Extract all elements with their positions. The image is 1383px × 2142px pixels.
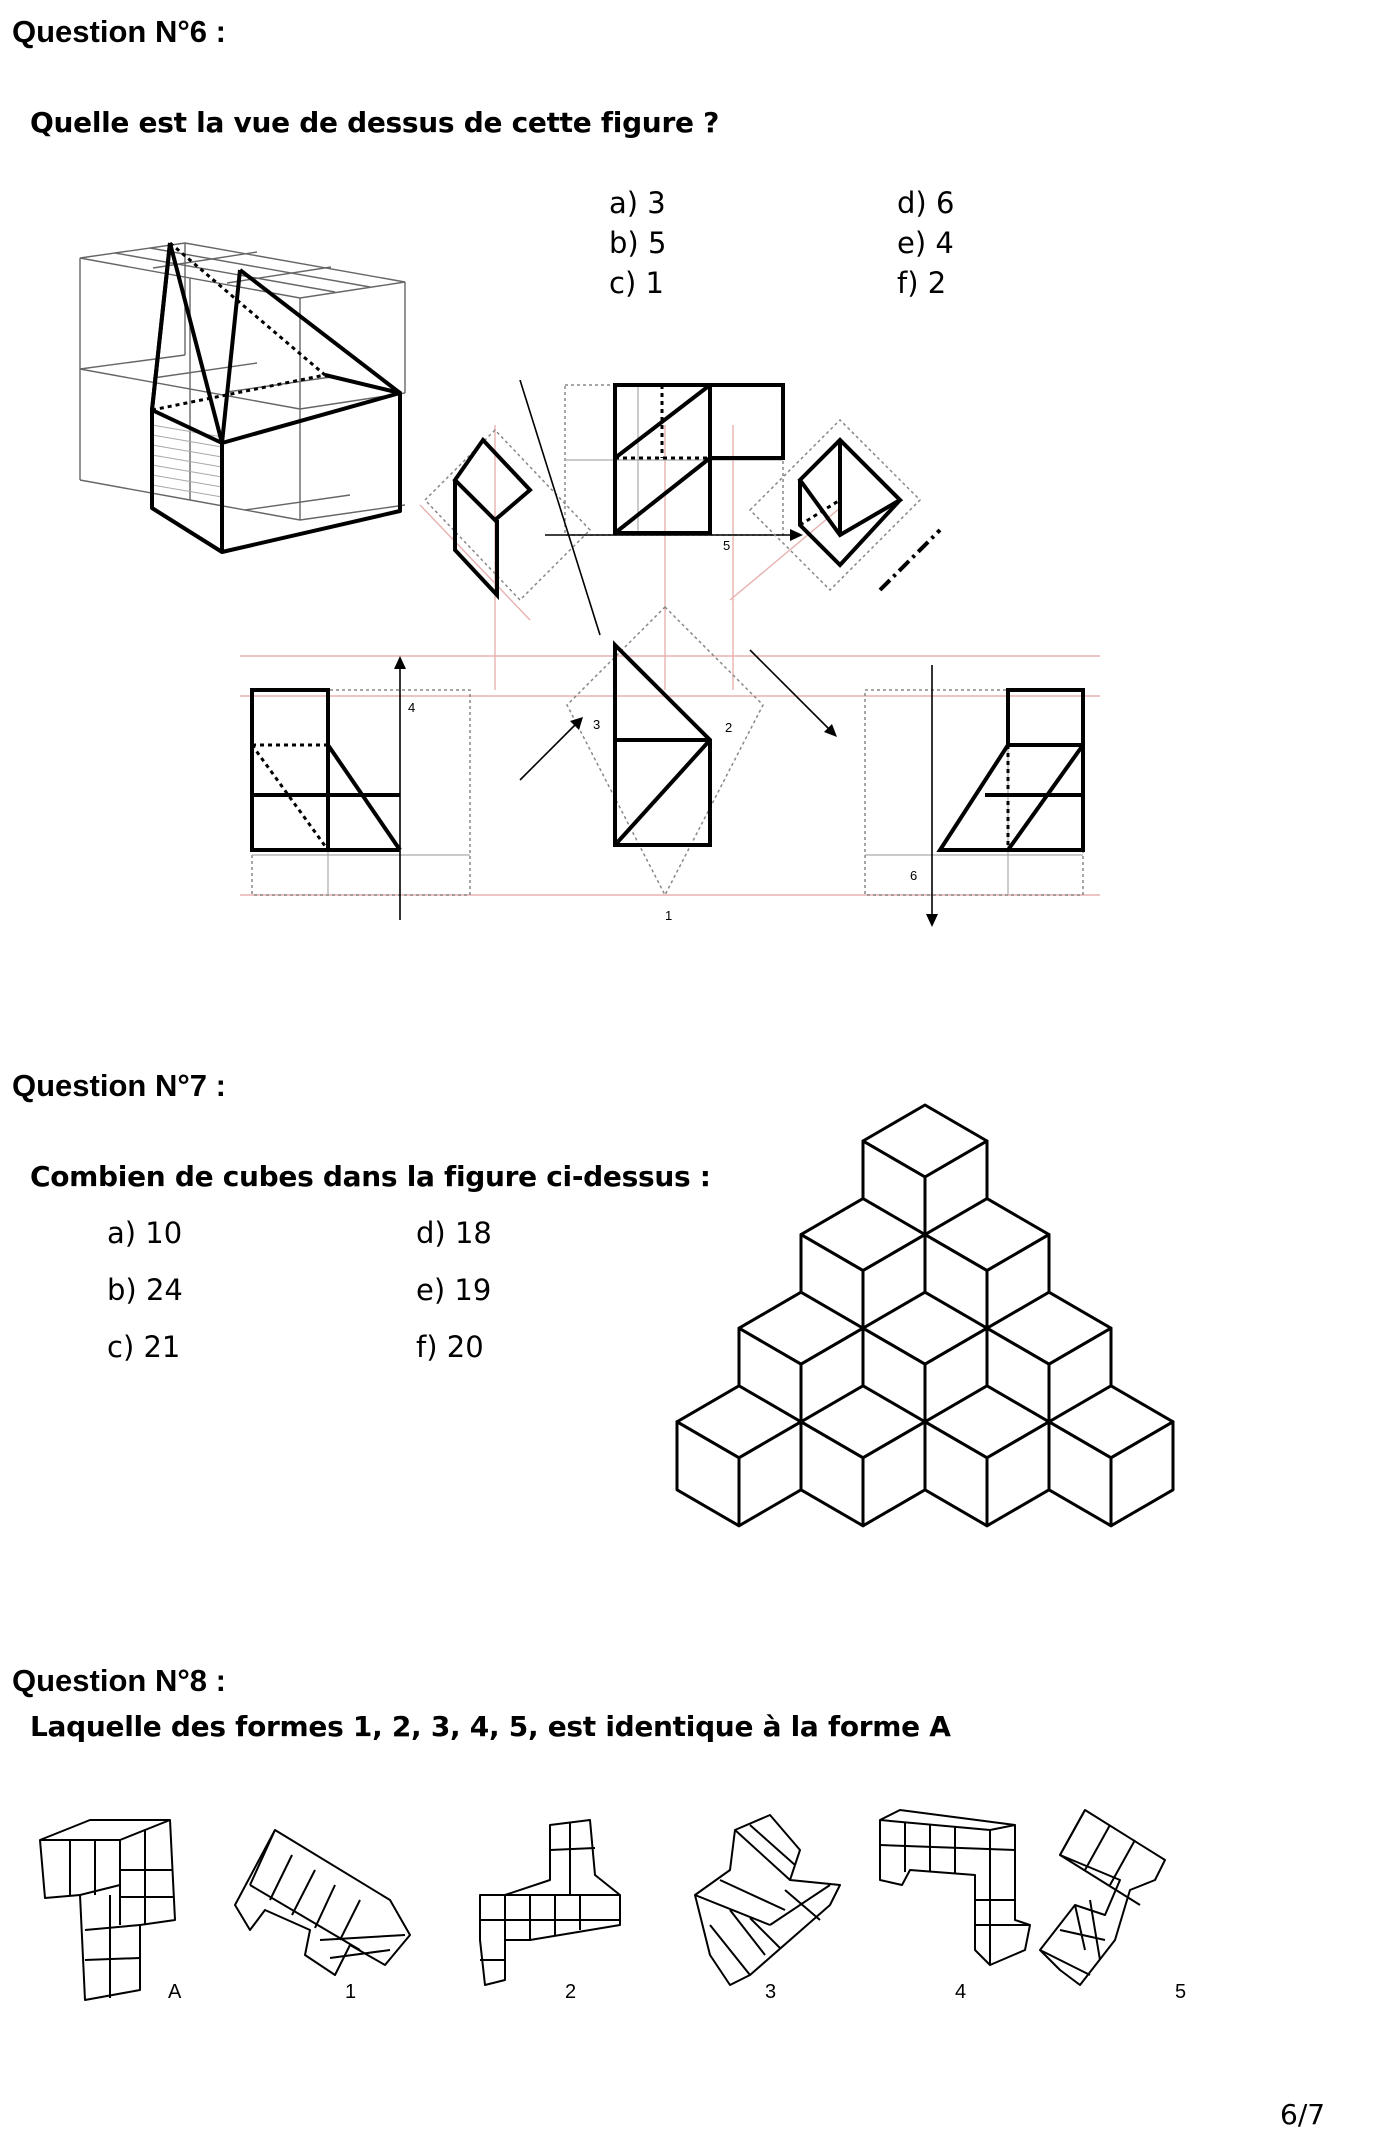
q7-answer-e: e) 19 — [416, 1273, 492, 1307]
q7-answer-b: b) 24 — [107, 1273, 183, 1307]
view-2 — [750, 420, 920, 737]
q7-answer-f: f) 20 — [416, 1330, 484, 1364]
shape-label-2: 2 — [565, 1981, 577, 2003]
q6-prompt: Quelle est la vue de dessus de cette figure ? — [30, 106, 720, 139]
q7-answer-c: c) 21 — [107, 1330, 181, 1364]
q8-shapes — [30, 1800, 1270, 2020]
view-5 — [545, 385, 803, 541]
q6-answer-f: f) 2 — [897, 266, 947, 300]
q7-answer-a: a) 10 — [107, 1216, 183, 1250]
shape-1 — [235, 1830, 410, 1975]
shape-label-1: 1 — [345, 1981, 357, 2003]
shape-label-4: 4 — [955, 1981, 967, 2003]
label-5: 5 — [723, 538, 731, 553]
q7-title: Question N°7 : — [12, 1068, 226, 1103]
shape-2 — [480, 1820, 620, 1985]
shape-label-5: 5 — [1175, 1981, 1187, 2003]
q7-cube-pyramid — [670, 1100, 1180, 1580]
view-6 — [865, 665, 1083, 927]
q6-views-diagram — [240, 380, 1100, 940]
shape-5 — [1040, 1810, 1165, 1985]
shape-a — [40, 1820, 175, 2000]
shape-4 — [880, 1810, 1030, 1965]
q6-answer-b: b) 5 — [609, 226, 667, 260]
label-6: 6 — [910, 868, 918, 883]
label-3: 3 — [593, 717, 601, 732]
view-3 — [425, 380, 600, 780]
q8-prompt: Laquelle des formes 1, 2, 3, 4, 5, est identique à la forme A — [30, 1710, 951, 1743]
q8-title: Question N°8 : — [12, 1663, 226, 1698]
q7-prompt: Combien de cubes dans la figure ci-dessus : — [30, 1160, 711, 1193]
q7-answer-d: d) 18 — [416, 1216, 492, 1250]
q6-answer-d: d) 6 — [897, 186, 955, 220]
label-1: 1 — [665, 908, 673, 923]
q6-answer-c: c) 1 — [609, 266, 664, 300]
shape-3 — [695, 1815, 840, 1985]
q6-answer-e: e) 4 — [897, 226, 954, 260]
q6-title: Question N°6 : — [12, 14, 226, 49]
q6-answer-a: a) 3 — [609, 186, 666, 220]
page-number: 6/7 — [1280, 2098, 1326, 2131]
shape-label-3: 3 — [765, 1981, 777, 2003]
shape-label-a: A — [168, 1981, 182, 2003]
label-4: 4 — [408, 700, 416, 715]
label-2: 2 — [725, 720, 733, 735]
